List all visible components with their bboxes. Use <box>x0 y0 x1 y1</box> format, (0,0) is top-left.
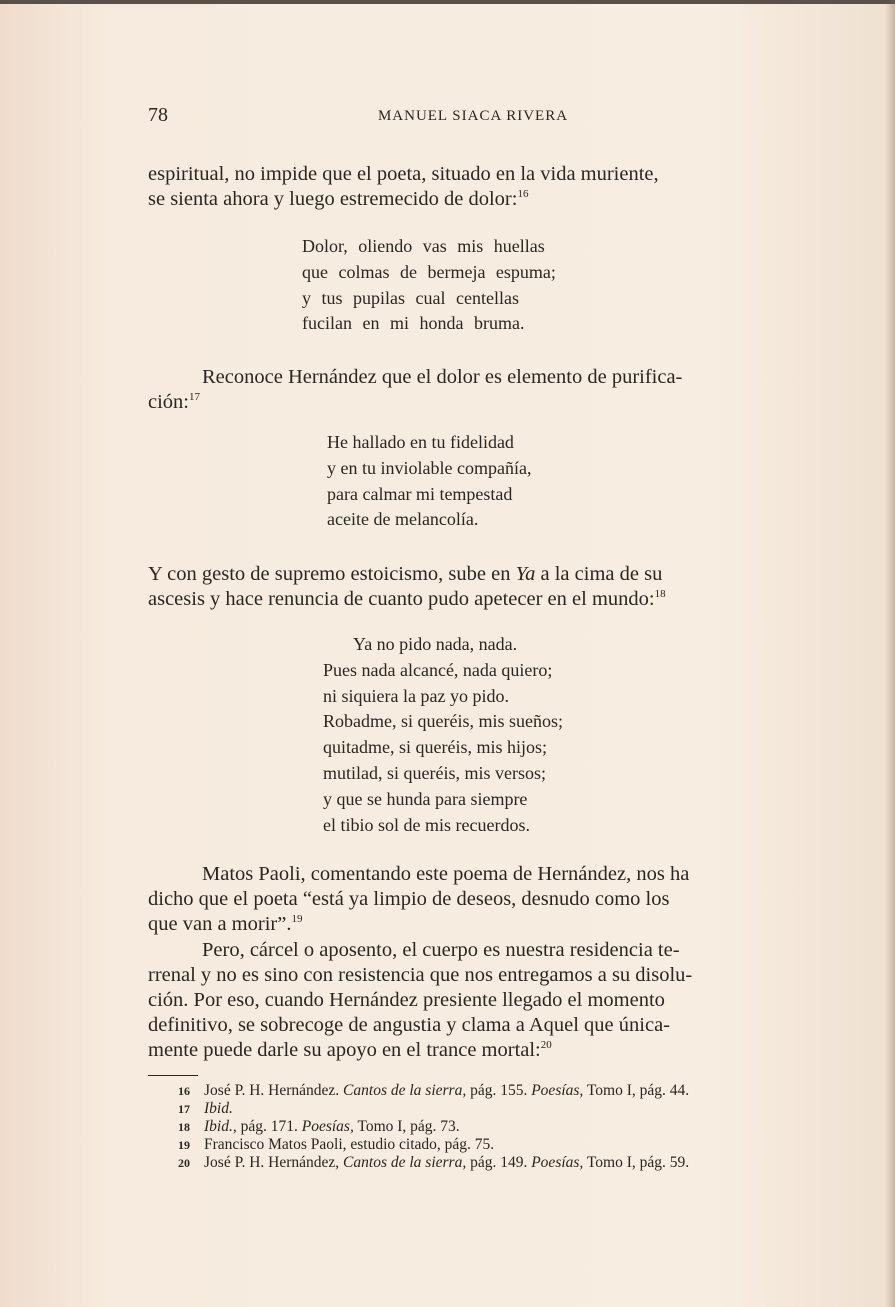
paragraph-2: Reconoce Hernández que el dolor es elemento de purifica- ción:$^{17}$ <box>148 366 683 413</box>
verse-line: y que se hunda para siempre <box>323 788 528 809</box>
verse-line: Dolor, oliendo vas mis huellas <box>302 236 545 256</box>
paragraph-1: espiritual, no impide que el poeta, situado en la vida muriente, se sienta ahora y luego estremecido de dolor:$^{16}$ <box>148 163 659 210</box>
footnote-ref-19[interactable]: 19 <box>291 913 303 926</box>
page-edge-shadow <box>885 0 895 1307</box>
verse-line: Robadme, si queréis, mis sueños; <box>323 711 563 732</box>
verse-line: Pues nada alcancé, nada quiero; <box>323 659 553 680</box>
verse-line: y en tu inviolable compañía, <box>327 457 532 478</box>
footnote-ref-17[interactable]: 17 <box>189 391 200 404</box>
top-border <box>0 0 895 4</box>
verse-2 <box>327 430 531 533</box>
paragraph-4: Matos Paoli, comentando este poema de Hernández, nos ha dicho que el poeta “está ya limpio de deseos, desnudo como los que van a morir”.$^{19}$ <box>148 863 690 935</box>
footnote-ref-18[interactable]: 18 <box>654 588 666 601</box>
footnote: 16 José P. H. Hernández. Cantos de la sierra, pág. 155. Poesías, Tomo I, pág. 44. <box>178 1082 690 1099</box>
page-number: 78 <box>148 104 168 126</box>
paragraph-5: Pero, cárcel o aposento, el cuerpo es nuestra residencia te- rrenal y no es sino con resistencia que nos entregamos a su disolu- ción. Por eso, cuando Hernández presiente llegado el momento definitivo, se sobrecoge de angustia y clama a Aquel que única- mente puede darle su apoyo en el trance mortal:$^{20}$ <box>148 939 693 1061</box>
verse-1 <box>302 234 556 337</box>
footnote: 18 Ibid., pág. 171. Poesías, Tomo I, pág. 73. <box>178 1118 460 1135</box>
verse-line: Ya no pido nada, nada. <box>353 634 518 654</box>
page-header <box>148 104 798 128</box>
paragraph-3: Y con gesto de supremo estoicismo, sube en Ya a la cima de su ascesis y hace renuncia de cuanto pudo apetecer en el mundo:$^{18}$ <box>148 563 666 610</box>
footnote-ref-20[interactable]: 20 <box>540 1039 552 1052</box>
footnote: 19 Francisco Matos Paoli, estudio citado, pág. 75. <box>178 1136 495 1153</box>
footnote: 20 José P. H. Hernández, Cantos de la sierra, pág. 149. Poesías, Tomo I, pág. 59. <box>178 1154 690 1171</box>
verse-line: el tibio sol de mis recuerdos. <box>323 814 530 835</box>
verse-3 <box>323 632 563 838</box>
verse-line: y tus pupilas cual centellas <box>302 287 519 308</box>
verse-line: ni siquiera la paz yo pido. <box>323 685 509 706</box>
footnote: 17 Ibid. <box>178 1100 233 1117</box>
verse-line: mutilad, si queréis, mis versos; <box>323 762 546 783</box>
verse-line: que colmas de bermeja espuma; <box>302 261 556 282</box>
verse-line: He hallado en tu fidelidad <box>327 432 514 452</box>
footnotes <box>178 1082 798 1172</box>
verse-line: para calmar mi tempestad <box>327 483 513 504</box>
footnote-ref-16[interactable]: 16 <box>517 188 529 201</box>
running-head: MANUEL SIACA RIVERA <box>377 108 569 124</box>
verse-line: quitadme, si queréis, mis hijos; <box>323 737 547 758</box>
verse-line: fucilan en mi honda bruma. <box>302 313 525 334</box>
poem-title: Ya <box>515 563 536 585</box>
verse-line: aceite de melancolía. <box>327 509 479 530</box>
footnote-rule <box>148 1075 198 1076</box>
